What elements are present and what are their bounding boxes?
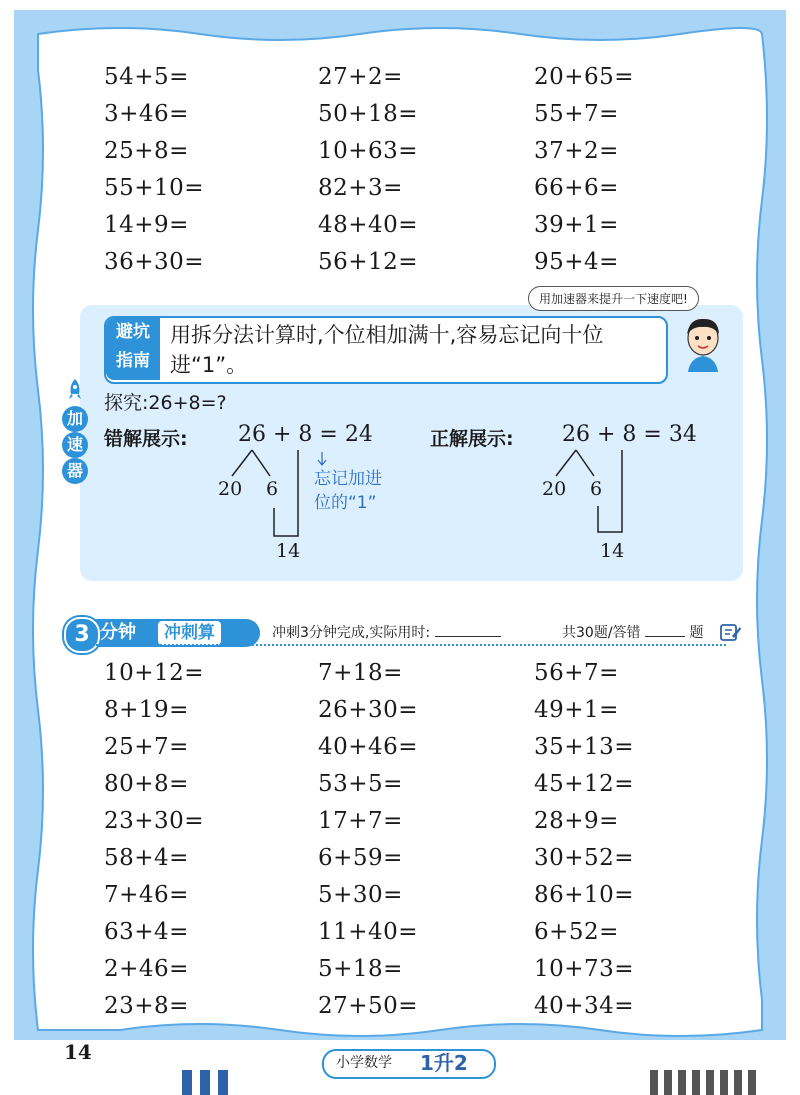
exercise-row <box>104 845 704 879</box>
side-tab-char: 速 <box>62 432 88 458</box>
exercise-row <box>104 660 704 694</box>
right-sum: 14 <box>600 540 625 562</box>
exercise: 48+40= <box>318 212 419 238</box>
wrong-split-a: 20 <box>218 478 243 500</box>
exercise-row <box>104 64 704 98</box>
exercise: 56+12= <box>318 249 419 275</box>
exercise: 5+30= <box>318 882 403 908</box>
right-split-a: 20 <box>542 478 567 500</box>
exercise: 27+50= <box>318 993 419 1019</box>
error-note <box>314 467 382 515</box>
exercise: 49+1= <box>534 697 619 723</box>
exercise: 27+2= <box>318 64 403 90</box>
side-tab-char: 加 <box>62 406 88 432</box>
exercise: 10+63= <box>318 138 419 164</box>
tip-tag-line1: 避坑 <box>116 322 150 342</box>
exercise: 14+9= <box>104 212 189 238</box>
exercise-row <box>104 808 704 842</box>
exercise: 11+40= <box>318 919 419 945</box>
exercise: 63+4= <box>104 919 189 945</box>
wrong-equation: 26 + 8 = 24 <box>238 422 373 447</box>
sprint-total <box>562 622 703 642</box>
wrong-sum: 14 <box>276 540 301 562</box>
exercise-row <box>104 771 704 805</box>
exercise: 55+10= <box>104 175 205 201</box>
exercise-row <box>104 919 704 953</box>
exercise: 3+46= <box>104 101 189 127</box>
exercise: 86+10= <box>534 882 635 908</box>
exercise: 56+7= <box>534 660 619 686</box>
exercise: 8+19= <box>104 697 189 723</box>
sprint-number-badge: 3 <box>64 617 100 653</box>
sprint-instruction <box>272 622 501 642</box>
book-subject: 小学数学 <box>336 1055 392 1071</box>
exercise: 5+18= <box>318 956 403 982</box>
exercise-row <box>104 697 704 731</box>
exercise-row <box>104 956 704 990</box>
exercise: 58+4= <box>104 845 189 871</box>
exercise: 10+73= <box>534 956 635 982</box>
exercise-row <box>104 101 704 135</box>
sprint-instruction-text: 冲刺3分钟完成,实际用时: <box>272 625 431 641</box>
exercise: 23+30= <box>104 808 205 834</box>
exercise: 28+9= <box>534 808 619 834</box>
exercise: 40+34= <box>534 993 635 1019</box>
exercise-row <box>104 175 704 209</box>
tip-tag <box>106 318 160 380</box>
exercise: 2+46= <box>104 956 189 982</box>
sprint-title-minutes: 分钟 <box>100 622 136 643</box>
exercise: 17+7= <box>318 808 403 834</box>
exercise: 25+7= <box>104 734 189 760</box>
exercise: 53+5= <box>318 771 403 797</box>
exercise: 25+8= <box>104 138 189 164</box>
right-equation: 26 + 8 = 34 <box>562 422 697 447</box>
exercise: 66+6= <box>534 175 619 201</box>
exercise: 37+2= <box>534 138 619 164</box>
exercise-row <box>104 734 704 768</box>
exercise: 50+18= <box>318 101 419 127</box>
right-split-b: 6 <box>590 478 603 500</box>
exercise: 10+12= <box>104 660 205 686</box>
exercise: 6+59= <box>318 845 403 871</box>
exercise: 30+52= <box>534 845 635 871</box>
wrong-label: 错解展示: <box>104 428 188 450</box>
exercise: 7+18= <box>318 660 403 686</box>
sprint-total-text: 共30题/答错 <box>562 625 641 641</box>
side-tab-char: 器 <box>62 458 88 484</box>
page-number: 14 <box>64 1040 92 1064</box>
exercise-row <box>104 212 704 246</box>
tip-text: 用拆分法计算时,个位相加满十,容易忘记向十位进“1”。 <box>170 323 604 377</box>
exercise-row <box>104 882 704 916</box>
right-label: 正解展示: <box>430 428 514 450</box>
exercise: 36+30= <box>104 249 205 275</box>
pencil-note-icon <box>720 622 742 642</box>
exercise: 45+12= <box>534 771 635 797</box>
boy-icon <box>678 314 728 372</box>
exercise: 6+52= <box>534 919 619 945</box>
exercise: 82+3= <box>318 175 403 201</box>
rocket-icon <box>66 378 84 400</box>
tip-tag-line2: 指南 <box>116 351 150 371</box>
error-note-line1: 忘记加进 <box>314 469 382 489</box>
exercise-row <box>104 249 704 283</box>
sprint-divider <box>96 644 726 646</box>
error-note-line2: 位的“1” <box>314 493 377 513</box>
book-grade: 1升2 <box>420 1051 468 1075</box>
sprint-title-sprint: 冲刺算 <box>158 621 221 645</box>
speech-bubble: 用加速器来提升一下速度吧! <box>528 286 699 311</box>
exercise-row <box>104 138 704 172</box>
sprint-total-suffix: 题 <box>689 625 704 641</box>
exercise: 7+46= <box>104 882 189 908</box>
exercise: 80+8= <box>104 771 189 797</box>
exercise: 20+65= <box>534 64 635 90</box>
time-blank[interactable] <box>435 622 501 637</box>
exercise: 35+13= <box>534 734 635 760</box>
exercise-row <box>104 993 704 1027</box>
exercise: 39+1= <box>534 212 619 238</box>
wrong-split-b: 6 <box>266 478 279 500</box>
exercise: 95+4= <box>534 249 619 275</box>
exercise: 54+5= <box>104 64 189 90</box>
exercise: 55+7= <box>534 101 619 127</box>
exercise: 23+8= <box>104 993 189 1019</box>
exercise: 26+30= <box>318 697 419 723</box>
errors-blank[interactable] <box>645 622 685 637</box>
explore-question: 探究:26+8=? <box>104 392 227 414</box>
exercise: 40+46= <box>318 734 419 760</box>
